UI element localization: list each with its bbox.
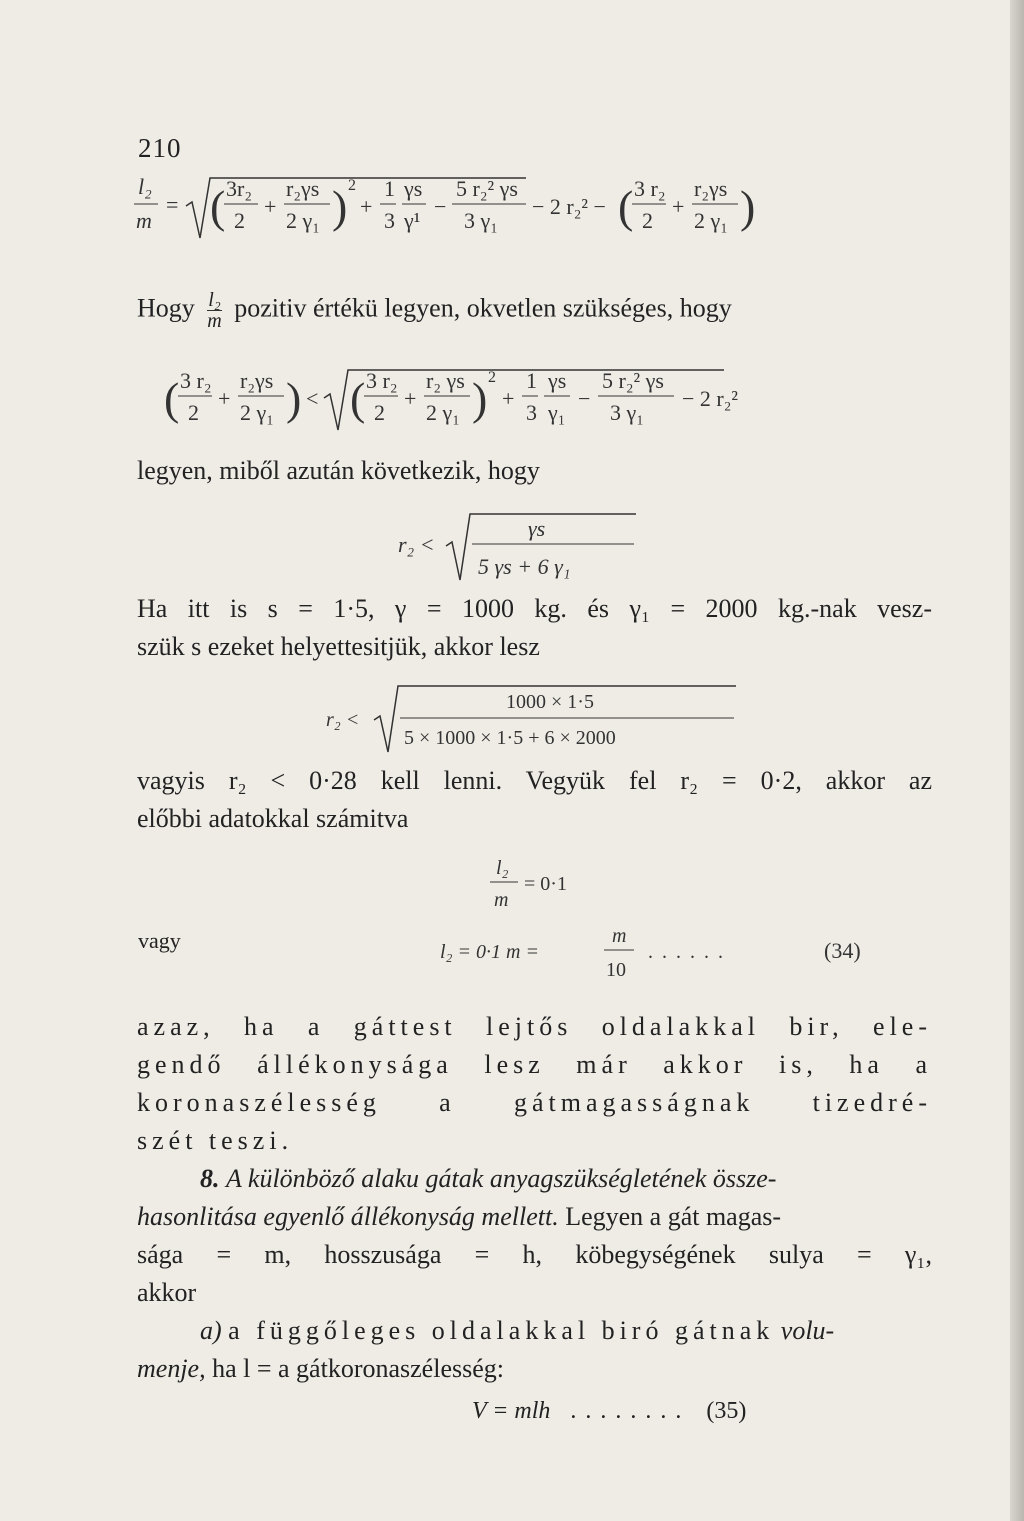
hogy-fraction: $\frac{\text{l₂}}{m}$ [207,289,222,332]
svg-text:<: < [306,386,319,411]
svg-text:r₂ <: r₂ < [398,532,435,557]
svg-text:=: = [166,192,179,217]
svg-text:3 r₂: 3 r₂ [180,368,212,393]
equation-top-graphic [134,172,934,252]
svg-text:l₂: l₂ [496,857,509,879]
svg-text:1: 1 [526,368,537,393]
section-8-line2 [137,1202,781,1232]
section-title-line1: A különböző alaku gátak anyagszükségletének össze- [226,1164,777,1193]
equation-34 [440,920,880,990]
svg-text:γs: γs [528,516,546,541]
svg-text:γ₁: γ₁ [548,400,566,425]
svg-text:3: 3 [384,208,395,233]
svg-text:): ) [740,181,756,232]
item-a-italic-end: volu- [780,1316,835,1345]
svg-text:3: 3 [526,400,537,425]
svg-text:2: 2 [348,177,356,194]
svg-text:r₂ γs: r₂ γs [426,368,465,393]
item-a-text: a függőleges oldalakkal biró gátnak [228,1316,775,1345]
eq-top-lhs-den: m [136,208,152,233]
line-hogy [137,290,932,331]
svg-text:(: ( [350,373,366,424]
svg-text:= 0·1: = 0·1 [524,873,567,895]
hogy-pre: Hogy [137,293,195,323]
svg-text:3 r₂: 3 r₂ [634,176,666,201]
item-a-line2 [137,1354,504,1384]
svg-text:5 r₂² γs: 5 r₂² γs [602,368,664,393]
svg-text:2: 2 [234,208,245,233]
svg-text:3 γ₁: 3 γ₁ [610,400,644,425]
svg-text:r₂γs: r₂γs [240,368,274,393]
svg-text:+: + [404,386,417,411]
svg-text:3 γ₁: 3 γ₁ [464,208,498,233]
equation-34-graphic [440,920,880,990]
svg-text:− 2 r₂²: − 2 r₂² [682,386,738,411]
svg-text:2: 2 [188,400,199,425]
svg-text:− 2 r₂² −: − 2 r₂² − [532,194,606,219]
section-number: 8. [200,1164,220,1193]
svg-text:r₂γs: r₂γs [694,176,728,201]
svg-text:): ) [472,373,488,424]
label-vagy: vagy [138,928,181,953]
equation-inequality [164,364,924,444]
para-azaz-line3: koronaszélesség a gátmagasságnak tizedré- [137,1088,932,1117]
eq35-expr: V = mlh [472,1398,551,1424]
svg-text:m: m [494,889,509,911]
svg-text:5 × 1000 × 1·5 + 6 × 2000: 5 × 1000 × 1·5 + 6 × 2000 [404,727,616,749]
svg-text:−: − [578,386,591,411]
para-vagyis-line1: vagyis r₂ < 0·28 kell lenni. Vegyük fel r₂ = 0·2, akkor az [137,766,932,795]
svg-text:5 r₂² γs: 5 r₂² γs [456,176,518,201]
svg-text:−: − [434,194,447,219]
equation-r2-bound [398,508,658,588]
svg-text:2 γ₁: 2 γ₁ [694,208,728,233]
svg-text:r₂γs: r₂γs [286,176,320,201]
page-number: 210 [138,133,182,163]
svg-text:1000 × 1·5: 1000 × 1·5 [506,691,594,713]
equation-top [134,172,934,252]
svg-text:2 γ₁: 2 γ₁ [426,400,460,425]
hogy-post: pozitiv értékü legyen, okvetlen szükséges, hogy [234,293,732,323]
line-legyen: legyen, miből azután következik, hogy [137,456,540,485]
eq-top-lhs-num: l₂ [138,174,152,199]
svg-text:+: + [218,386,231,411]
svg-text:l₂ = 0·1 m =: l₂ = 0·1 m = [440,941,539,963]
svg-text:): ) [332,181,348,232]
equation-numeric-bound-graphic [326,680,766,760]
para-azaz-line2: gendő állékonysága lesz már akkor is, ha a [137,1050,932,1079]
para-ha-line1: Ha itt is s = 1·5, γ = 1000 kg. és γ₁ = 2000 kg.-nak vesz- [137,594,932,623]
svg-text:γ¹: γ¹ [404,208,421,233]
para-azaz-line1: azaz, ha a gáttest lejtős oldalakkal bir, ele- [137,1012,932,1041]
section-8-line4: akkor [137,1278,197,1307]
eq35-label: (35) [706,1398,747,1424]
svg-text:2 γ₁: 2 γ₁ [286,208,320,233]
section-8-heading [200,1164,932,1194]
svg-text:m: m [612,925,627,947]
svg-text:10: 10 [606,959,626,981]
section-line2-rest: Legyen a gát magas- [565,1202,782,1231]
svg-text:3 r₂: 3 r₂ [366,368,398,393]
equation-r2-bound-graphic [398,508,658,588]
item-a-line2-rest: ha l = a gátkoronaszélesség: [212,1354,504,1383]
svg-text:......: ...... [648,941,732,963]
svg-text:(: ( [210,181,226,232]
svg-text:r₂ <: r₂ < [326,709,360,731]
equation-inequality-graphic [164,364,924,444]
svg-text:): ) [286,373,302,424]
svg-text:γs: γs [548,368,567,393]
para-azaz-line4: szét teszi. [137,1126,294,1155]
svg-text:(: ( [164,373,180,424]
section-title-line2: hasonlitása egyenlő állékonyság mellett. [137,1202,559,1231]
para-vagyis-line2: előbbi adatokkal számitva [137,804,409,833]
equation-ratio-graphic [490,852,610,922]
eq35-dots: ........ [570,1398,691,1424]
svg-text:+: + [264,194,277,219]
para-ha-line2: szük s ezeket helyettesitjük, akkor lesz [137,632,540,661]
equation-ratio [490,852,610,922]
svg-text:2: 2 [488,369,496,386]
item-a-label: a) [200,1316,222,1345]
svg-text:5 γs + 6 γ₁: 5 γs + 6 γ₁ [478,554,571,579]
svg-text:γs: γs [404,176,423,201]
equation-numeric-bound [326,680,766,760]
svg-text:2 γ₁: 2 γ₁ [240,400,274,425]
svg-text:(34): (34) [824,938,861,963]
svg-text:+: + [360,194,373,219]
item-a-line1 [200,1316,834,1346]
svg-text:+: + [672,194,685,219]
section-8-line3: sága = m, hosszusága = h, köbegységének sulya = γ₁, [137,1240,932,1269]
svg-text:+: + [502,386,515,411]
equation-35 [472,1398,746,1425]
svg-text:2: 2 [642,208,653,233]
svg-text:(: ( [618,181,634,232]
svg-text:2: 2 [374,400,385,425]
item-a-line2-italic: menje, [137,1354,206,1383]
page-edge [1010,0,1024,1521]
svg-text:1: 1 [384,176,395,201]
svg-text:3r₂: 3r₂ [226,176,252,201]
